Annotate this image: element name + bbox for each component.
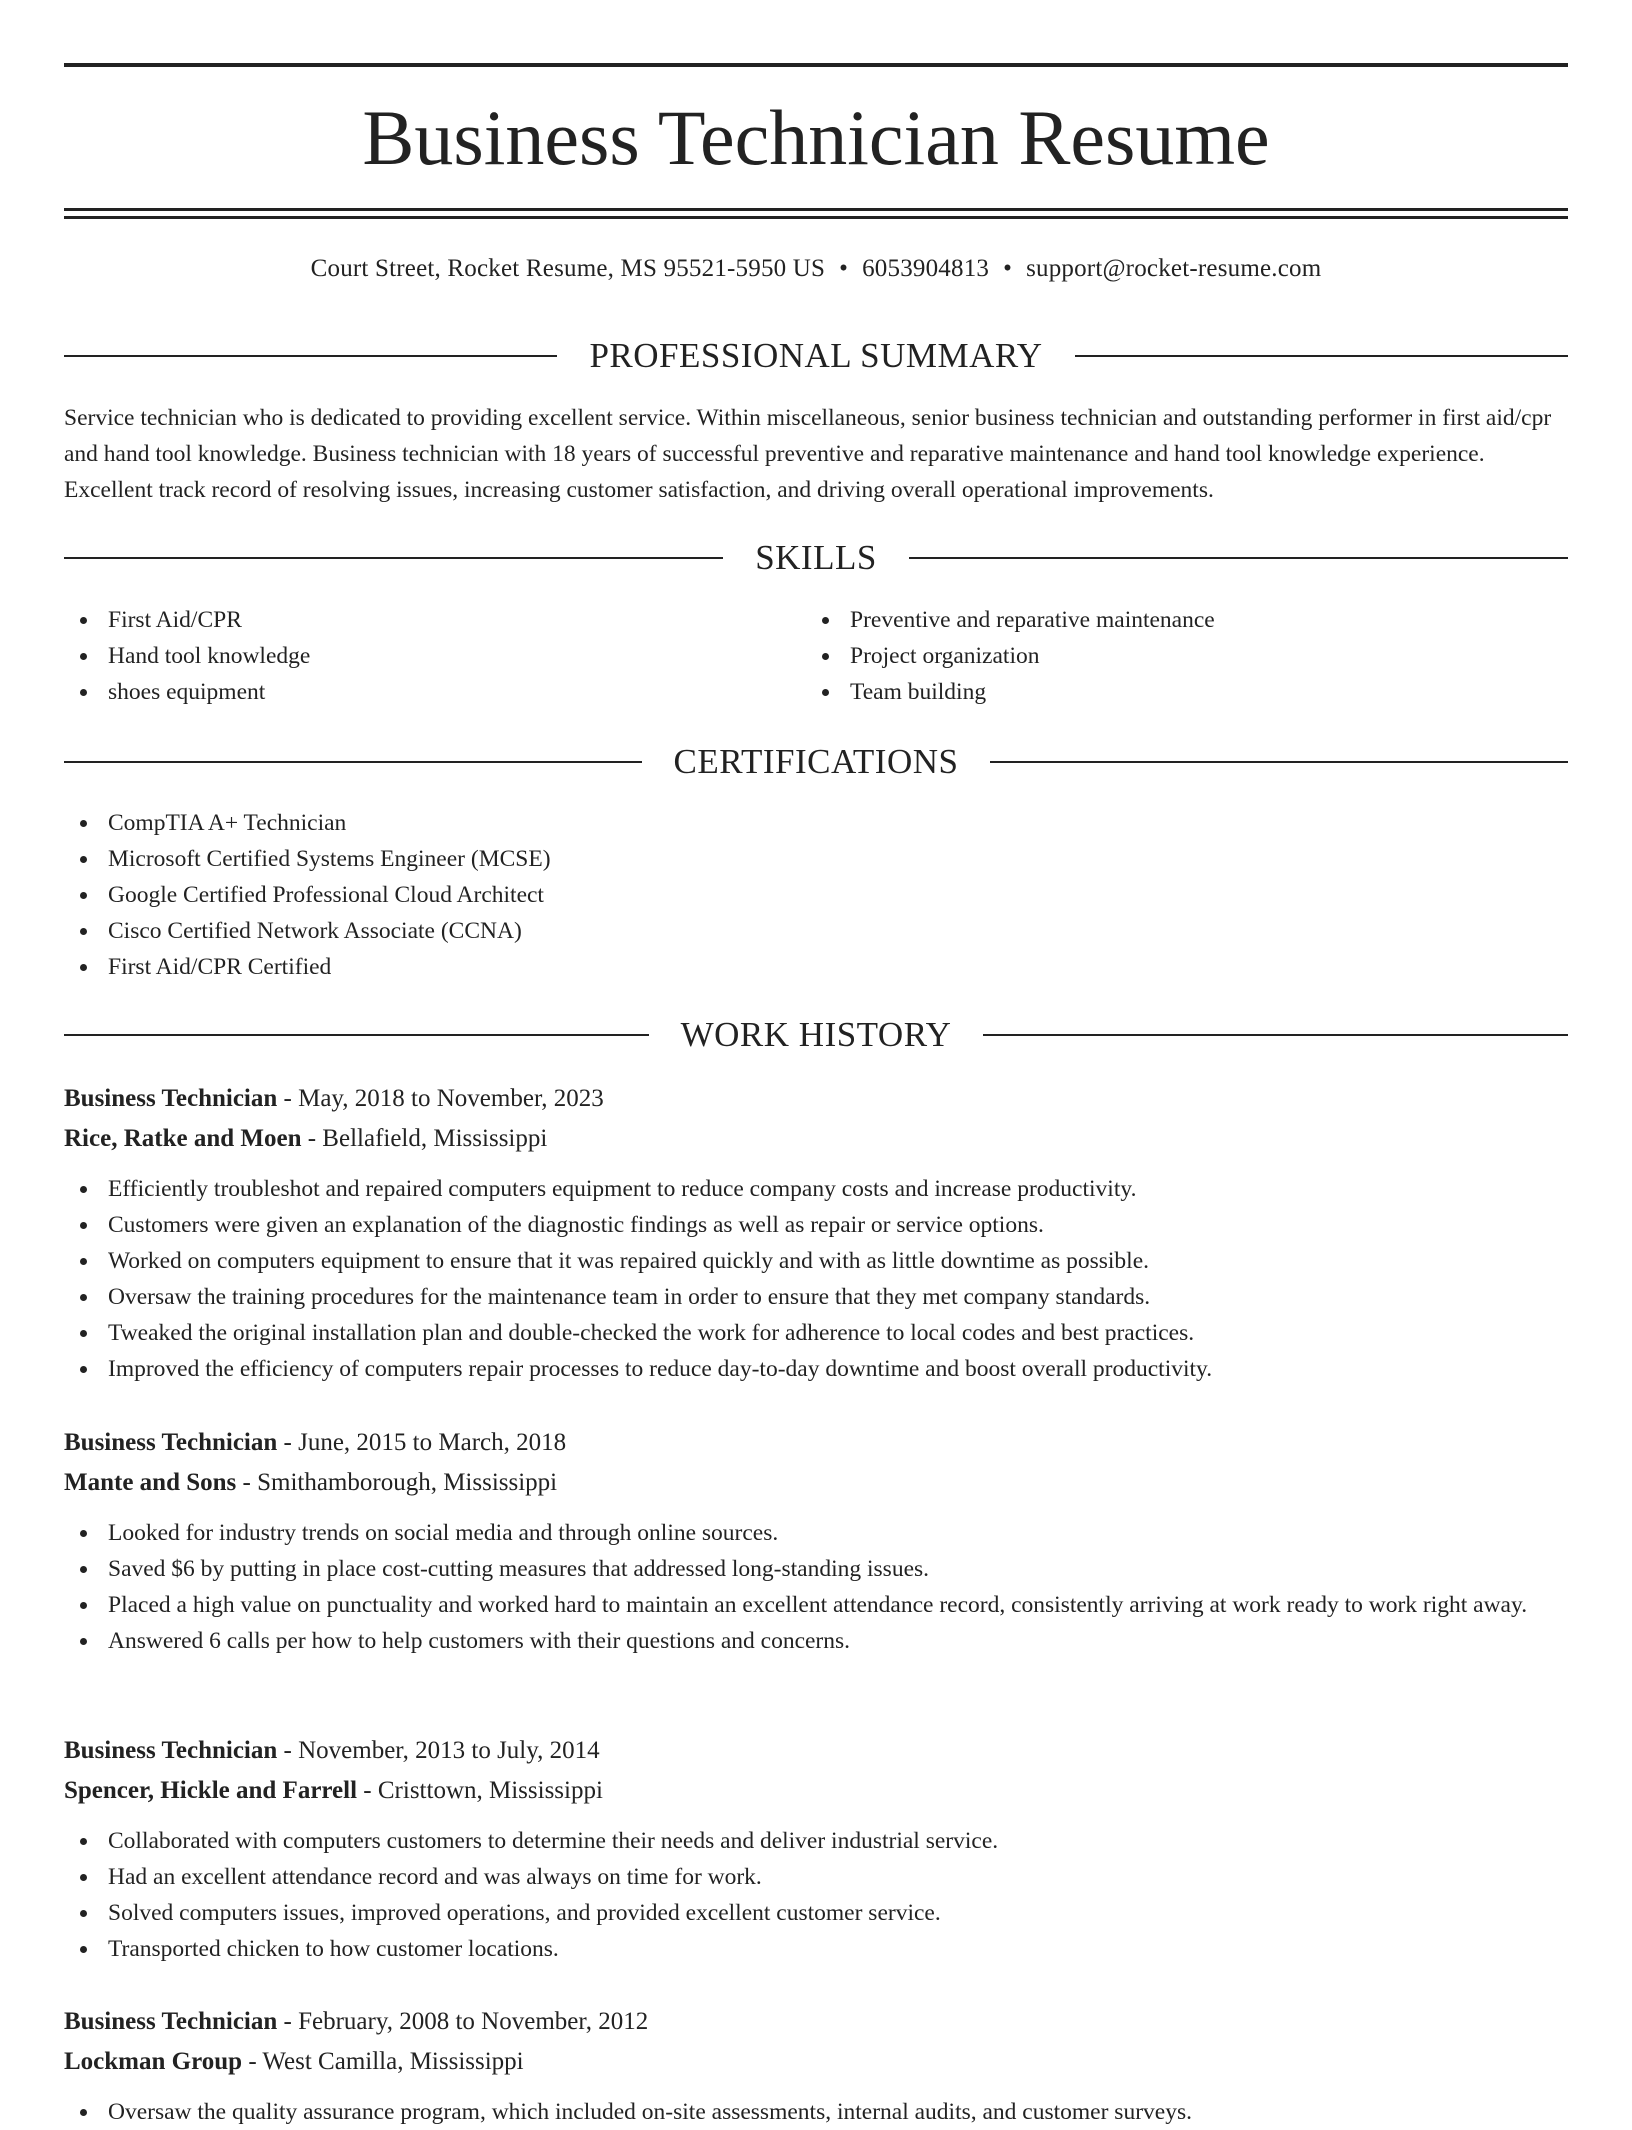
contact-separator: • [1003, 255, 1013, 282]
skill-item: First Aid/CPR [64, 602, 804, 638]
resume-title: Business Technician Resume [362, 94, 1270, 181]
section-rule-right [983, 1034, 1568, 1036]
job-dates: - May, 2018 to November, 2023 [277, 1085, 604, 1112]
job-title-line [64, 1731, 1568, 1771]
section-title-skills: SKILLS [755, 538, 877, 577]
header-double-rule-upper [64, 208, 1568, 211]
job-location: - Cristtown, Mississippi [357, 1777, 603, 1804]
job-company-line [64, 1463, 1568, 1503]
section-title-work-history: WORK HISTORY [680, 1015, 952, 1054]
job-title-line [64, 2002, 1568, 2042]
job-bullet: Oversaw the training procedures for the maintenance team in order to ensure that they met company standards. [64, 1279, 1568, 1315]
skill-item: Team building [806, 674, 1546, 710]
section-header-skills [64, 536, 1568, 580]
skill-item: Project organization [806, 638, 1546, 674]
skill-item: shoes equipment [64, 674, 804, 710]
job-location: - Smithamborough, Mississippi [236, 1469, 558, 1496]
job-bullet: Customers were given an explanation of the diagnostic findings as well as repair or service options. [64, 1207, 1568, 1243]
certification-item: Cisco Certified Network Associate (CCNA) [64, 913, 1568, 949]
skills-list-right [806, 602, 1546, 710]
job-bullet: Transported chicken to how customer locations. [64, 1931, 1568, 1967]
job-bullet: Looked for industry trends on social media and through online sources. [64, 1515, 1568, 1551]
job-location: - West Camilla, Mississippi [242, 2048, 524, 2075]
section-header-work-history [64, 1013, 1568, 1057]
contact-phone: 6053904813 [862, 255, 990, 282]
job-bullets [64, 2094, 1568, 2130]
job-bullet: Improved the efficiency of computers repair processes to reduce day-to-day downtime and boost overall productivity. [64, 1351, 1568, 1387]
section-rule-left [64, 557, 723, 559]
certification-item: Microsoft Certified Systems Engineer (MCSE) [64, 841, 1568, 877]
job-bullet: Saved $6 by putting in place cost-cutting measures that addressed long-standing issues. [64, 1551, 1568, 1587]
job-company-line [64, 2042, 1568, 2082]
section-rule-right [990, 761, 1568, 763]
contact-separator: • [839, 255, 849, 282]
job-title-line [64, 1423, 1568, 1463]
certification-item: Google Certified Professional Cloud Architect [64, 877, 1568, 913]
section-header-certifications [64, 740, 1568, 784]
job-title: Business Technician [64, 1085, 278, 1112]
job-bullet: Efficiently troubleshot and repaired computers equipment to reduce company costs and increase productivity. [64, 1171, 1568, 1207]
certifications-block [64, 805, 1568, 985]
header-double-rule-lower [64, 216, 1568, 219]
job-title: Business Technician [64, 2008, 278, 2035]
job-entry [64, 1731, 1568, 1967]
job-title-line [64, 1079, 1568, 1119]
job-bullet: Worked on computers equipment to ensure that it was repaired quickly and with as little downtime as possible. [64, 1243, 1568, 1279]
section-header-summary [64, 334, 1568, 378]
job-company: Rice, Ratke and Moen [64, 1125, 302, 1152]
job-company: Mante and Sons [64, 1469, 237, 1496]
job-location: - Bellafield, Mississippi [301, 1125, 548, 1152]
skills-column-left [64, 602, 804, 710]
section-rule-right [909, 557, 1568, 559]
section-rule-left [64, 1034, 649, 1036]
job-entry [64, 1423, 1568, 1659]
certification-item: CompTIA A+ Technician [64, 805, 1568, 841]
job-dates: - February, 2008 to November, 2012 [277, 2008, 649, 2035]
job-bullet: Collaborated with computers customers to determine their needs and deliver industrial service. [64, 1823, 1568, 1859]
certifications-list [64, 805, 1568, 985]
job-entry [64, 2002, 1568, 2130]
job-bullets [64, 1515, 1568, 1659]
job-company-line [64, 1771, 1568, 1811]
job-dates: - June, 2015 to March, 2018 [277, 1429, 567, 1456]
job-entry [64, 1079, 1568, 1387]
summary-text: Service technician who is dedicated to providing excellent service. Within miscellaneous, senior business technician and outstanding performer in first aid/cpr and hand tool knowledge. Business technician with 18 years of successful preventive and reparative maintenance and hand tool knowledge experience. Excellent track record of resolving issues, increasing customer satisfaction, and driving overall operational improvements. [64, 405, 1552, 503]
job-title: Business Technician [64, 1429, 278, 1456]
job-title: Business Technician [64, 1737, 278, 1764]
section-title-certifications: CERTIFICATIONS [673, 742, 959, 781]
job-company: Lockman Group [64, 2048, 243, 2075]
job-bullets [64, 1823, 1568, 1967]
header-top-rule [64, 63, 1568, 67]
skill-item: Preventive and reparative maintenance [806, 602, 1546, 638]
section-rule-right [1075, 355, 1568, 357]
contact-email: support@rocket-resume.com [1026, 255, 1322, 282]
skill-item: Hand tool knowledge [64, 638, 804, 674]
job-bullet: Oversaw the quality assurance program, which included on-site assessments, internal audits, and customer surveys. [64, 2094, 1568, 2130]
job-bullet: Tweaked the original installation plan and double-checked the work for adherence to local codes and best practices. [64, 1315, 1568, 1351]
job-bullet: Solved computers issues, improved operations, and provided excellent customer service. [64, 1895, 1568, 1931]
job-company: Spencer, Hickle and Farrell [64, 1777, 358, 1804]
job-bullets [64, 1171, 1568, 1387]
job-bullet: Answered 6 calls per how to help customers with their questions and concerns. [64, 1623, 1568, 1659]
section-title-summary: PROFESSIONAL SUMMARY [589, 336, 1043, 375]
job-bullet: Placed a high value on punctuality and worked hard to maintain an excellent attendance record, consistently arriving at work ready to work right away. [64, 1587, 1568, 1623]
skills-column-right [806, 602, 1546, 710]
certification-item: First Aid/CPR Certified [64, 949, 1568, 985]
section-rule-left [64, 761, 642, 763]
job-company-line [64, 1119, 1568, 1159]
skills-list-left [64, 602, 804, 710]
contact-line [64, 252, 1568, 286]
job-bullet: Had an excellent attendance record and was always on time for work. [64, 1859, 1568, 1895]
contact-address: Court Street, Rocket Resume, MS 95521-5950 US [310, 255, 826, 282]
section-rule-left [64, 355, 557, 357]
job-dates: - November, 2013 to July, 2014 [277, 1737, 600, 1764]
